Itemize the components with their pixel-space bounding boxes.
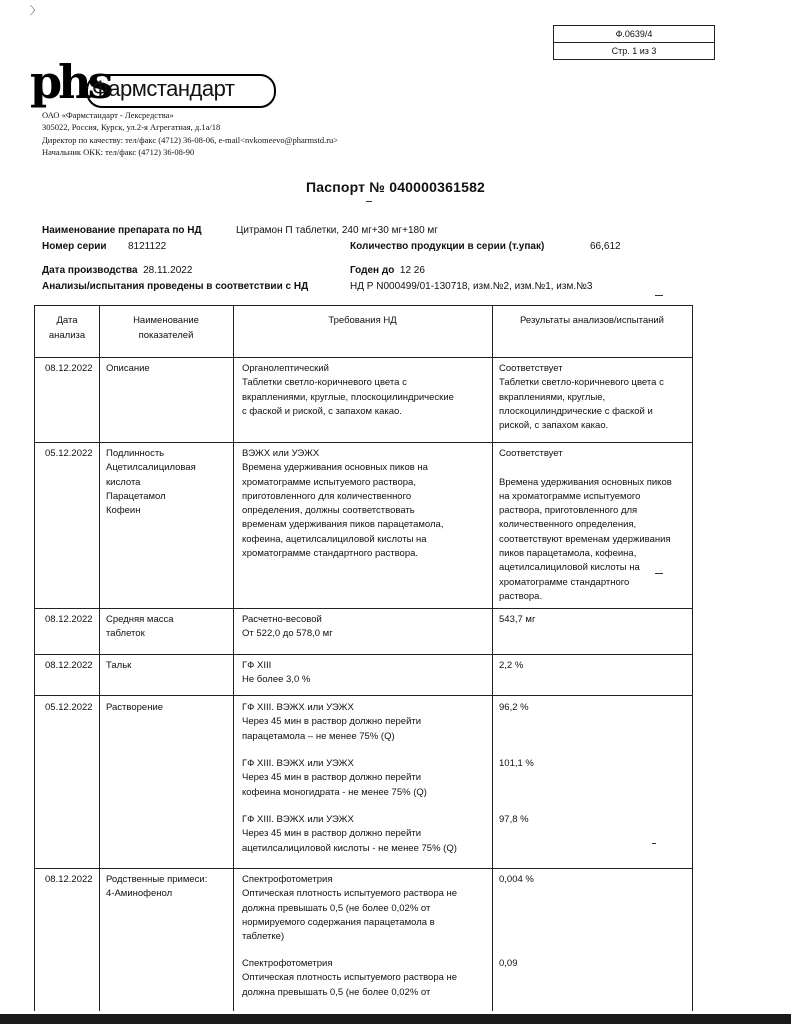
expiry-date: Годен до 12 26 [350, 265, 425, 276]
scan-edge [0, 1014, 791, 1024]
logo-name: Фармстандарт [92, 76, 235, 101]
quantity-label: Количество продукции в серии (т.упак) [350, 241, 545, 252]
company-details [42, 109, 338, 158]
company-address: 305022, Россия, Курск, ул.2-я Агрегатная, д.1а/18 [42, 122, 221, 133]
series-label: Номер серии [42, 241, 107, 252]
row-name: Родственные примеси: 4-Аминофенол [106, 874, 208, 900]
form-code: Ф.0639/4 [615, 29, 653, 39]
row-result: 2,2 % [499, 660, 524, 671]
row-date: 08.12.2022 [45, 363, 93, 374]
company-logo [30, 55, 250, 109]
scan-mark: 〉 [30, 5, 41, 17]
form-code-box [553, 25, 715, 60]
row-requirement: Органолептический Таблетки светло-коричневого цвета с вкраплениями, круглые, плоскоцилиндрические с фаской и риской, с запахом какао. [242, 363, 454, 417]
row-name: Растворение [106, 702, 164, 713]
row-result: 543,7 мг [499, 614, 536, 625]
row-requirement: Спектрофотометрия Оптическая плотность испытуемого раствора не должна превышать 0,5 (не более 0,02% от [242, 958, 458, 998]
row-date: 05.12.2022 [45, 702, 93, 713]
analysis-table [34, 305, 693, 1011]
header-requirements: Требования НД [328, 315, 397, 326]
production-date: Дата производства 28.11.2022 [42, 265, 193, 276]
row-date: 08.12.2022 [45, 874, 93, 885]
row-requirement: ГФ XIII. ВЭЖХ или УЭЖХ Через 45 мин в раствор должно перейти ацетилсалициловой кислоты - не менее 75% (Q) [242, 814, 457, 854]
drug-label: Наименование препарата по НД [42, 225, 202, 236]
row-date: 08.12.2022 [45, 614, 93, 625]
row-requirement: ГФ XIII Не более 3,0 % [242, 660, 311, 686]
page-number: Стр. 1 из 3 [554, 42, 714, 59]
row-name: Описание [106, 363, 150, 374]
row-date: 08.12.2022 [45, 660, 93, 671]
row-requirement: ВЭЖХ или УЭЖХ Времена удерживания основных пиков на хроматограмме испытуемого раствора, приготовленного для количественного определения, должны соответствовать временам удерживания пиков парацетамола, кофеина, ацетилсалициловой кислоты на хроматограмме стандартного раствора. [242, 448, 444, 560]
quantity-value: 66,612 [590, 241, 621, 252]
okk-head-contact: Начальник ОКК: тел/факс (4712) 36-08-90 [42, 146, 195, 157]
row-requirement: Расчетно-весовой От 522,0 до 578,0 мг [242, 614, 333, 640]
row-result: Соответствует Времена удерживания основных пиков на хроматограмме испытуемого раствора, приготовленного для количественного определения, соответствуют временам удерживания пиков парацетамола, кофеина, ацетилсалициловой кислоты на хроматограмме стандартного раствора. [499, 448, 672, 602]
row-requirement: ГФ XIII. ВЭЖХ или УЭЖХ Через 45 мин в раствор должно перейти кофеина моногидрата - не менее 75% (Q) [242, 758, 427, 798]
row-name: Подлинность Ацетилсалициловая кислота Парацетамол Кофеин [106, 448, 196, 517]
logo-mark: phs [30, 55, 110, 109]
row-date: 05.12.2022 [45, 448, 93, 459]
row-name: Тальк [106, 660, 132, 671]
header-results: Результаты анализов/испытаний [520, 315, 664, 326]
row-result: 101,1 % [499, 758, 534, 769]
row-result: 96,2 % [499, 702, 529, 713]
scan-dash [655, 573, 663, 574]
row-result: 97,8 % [499, 814, 529, 825]
nd-value: НД Р N000499/01-130718, изм.№2, изм.№1, изм.№3 [350, 281, 593, 292]
series-value: 8121122 [128, 241, 167, 252]
page-title: Паспорт № 040000361582 [305, 179, 486, 195]
header-date: Дата анализа [48, 315, 86, 341]
quality-director-contact: Директор по качеству: тел/факс (4712) 36-08-06, e-mail<nvkomeevo@pharmstd.ru> [42, 134, 339, 145]
row-result: Соответствует Таблетки светло-коричневого цвета с вкраплениями, круглые, плоскоцилиндрические с фаской и риской, с запахом какао. [499, 363, 664, 432]
header-name: Наименование показателей [133, 315, 199, 341]
nd-label: Анализы/испытания проведены в соответствии с НД [42, 281, 309, 292]
row-result: 0,004 % [499, 874, 534, 885]
drug-value: Цитрамон П таблетки, 240 мг+30 мг+180 мг [236, 225, 438, 236]
row-requirement: Спектрофотометрия Оптическая плотность испытуемого раствора не должна превышать 0,5 (не более 0,02% от нормируемого содержания парацетамола в таблетке) [242, 874, 458, 943]
row-name: Средняя масса таблеток [106, 614, 174, 640]
row-result: 0,09 [499, 958, 518, 969]
company-name: ОАО «Фармстандарт - Лексредства» [42, 110, 174, 120]
scan-dash [655, 295, 663, 296]
scan-dash [366, 201, 372, 202]
row-requirement: ГФ XIII. ВЭЖХ или УЭЖХ Через 45 мин в раствор должно перейти парацетамола – не менее 75% (Q) [242, 702, 422, 742]
scan-dash [652, 843, 656, 844]
